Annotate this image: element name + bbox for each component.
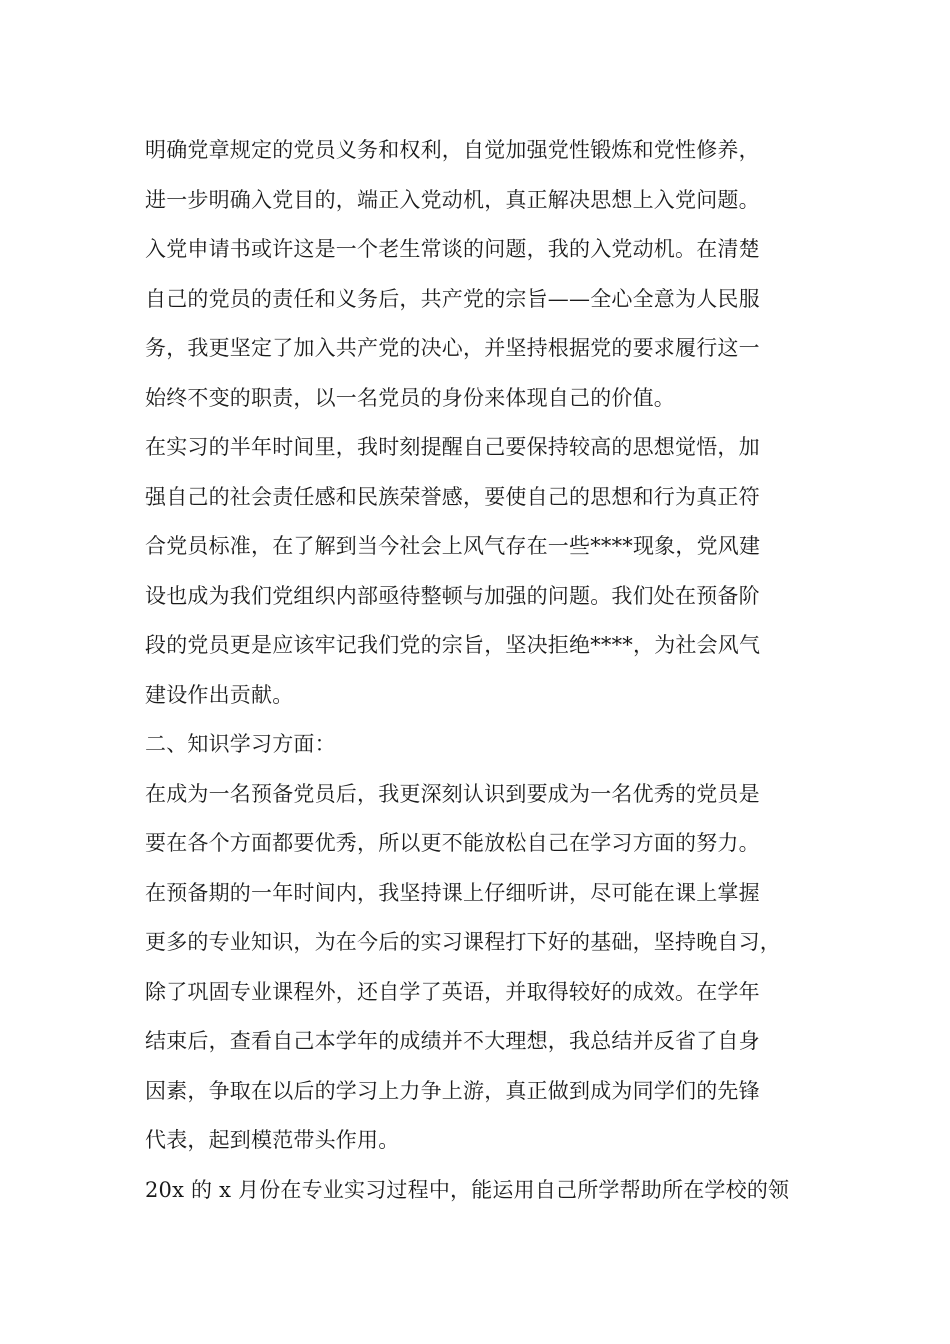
text-line-21: 代表，起到模范带头作用。 (145, 1128, 400, 1152)
text-line-22: 20x 的 x 月份在专业实习过程中，能运用自己所学帮助所在学校的领 (145, 1177, 790, 1202)
text-line-1: 明确党章规定的党员义务和权利，自觉加强党性锻炼和党性修养， (145, 138, 760, 162)
text-line-10: 设也成为我们党组织内部亟待整顿与加强的问题。我们处在预备阶 (145, 583, 760, 608)
text-line-9: 合党员标准，在了解到当今社会上风气存在一些****现象，党风建 (145, 534, 761, 558)
text-line-19: 结束后，查看自己本学年的成绩并不大理想，我总结并反省了自身 (145, 1029, 760, 1053)
document-body (145, 126, 825, 1215)
text-line-7: 在实习的半年时间里，我时刻提醒自己要保持较高的思想觉悟，加 (145, 435, 760, 459)
text-line-3: 入党申请书或许这是一个老生常谈的问题，我的入党动机。在清楚 (145, 237, 760, 261)
section-heading: 二、知识学习方面： (145, 732, 336, 756)
text-line-6: 始终不变的职责，以一名党员的身份来体现自己的价值。 (145, 385, 675, 410)
text-line-18: 除了巩固专业课程外，还自学了英语，并取得较好的成效。在学年 (145, 979, 760, 1004)
text-line-12: 建设作出贡献。 (145, 682, 294, 707)
text-line-2: 进一步明确入党目的，端正入党动机，真正解决思想上入党问题。 (145, 187, 760, 212)
text-line-16: 在预备期的一年时间内，我坚持课上仔细听讲，尽可能在课上掌握 (145, 880, 760, 905)
text-line-15: 要在各个方面都要优秀，所以更不能放松自己在学习方面的努力。 (145, 831, 760, 855)
text-line-20: 因素，争取在以后的学习上力争上游，真正做到成为同学们的先锋 (145, 1078, 760, 1103)
text-line-5: 务，我更坚定了加入共产党的决心，并坚持根据党的要求履行这一 (145, 336, 760, 360)
text-line-11: 段的党员更是应该牢记我们党的宗旨，坚决拒绝****，为社会风气 (145, 633, 761, 657)
text-line-14: 在成为一名预备党员后，我更深刻认识到要成为一名优秀的党员是 (145, 781, 760, 806)
text-line-17: 更多的专业知识，为在今后的实习课程打下好的基础，坚持晚自习， (145, 930, 781, 954)
text-line-4: 自己的党员的责任和义务后，共产党的宗旨——全心全意为人民服 (145, 286, 760, 311)
text-line-8: 强自己的社会责任感和民族荣誉感，要使自己的思想和行为真正符 (145, 484, 760, 509)
